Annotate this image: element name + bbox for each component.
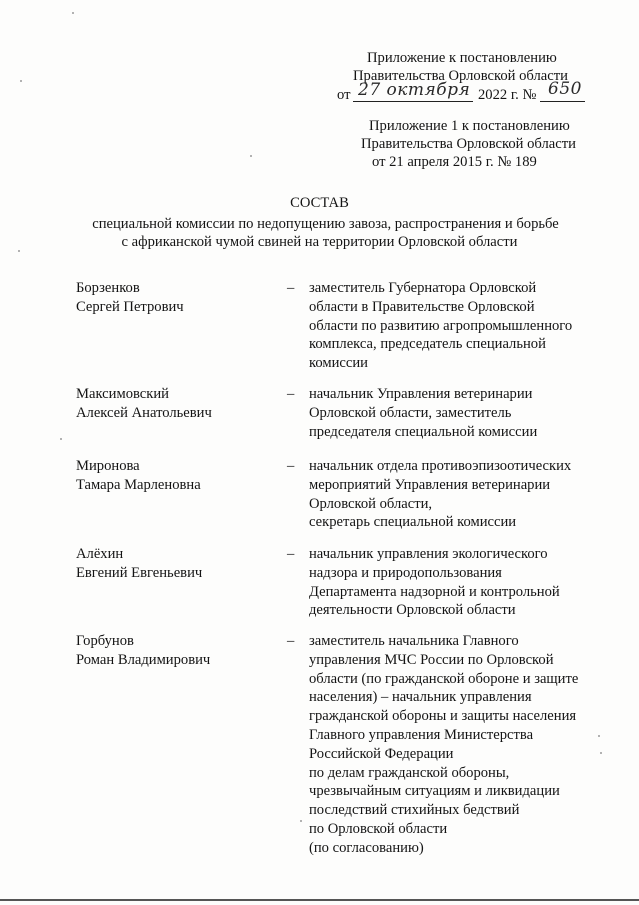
appendix-line-2: Правительства Орловской области <box>353 68 568 84</box>
date-year: 2022 г. № <box>478 87 537 103</box>
scan-speck <box>300 820 302 822</box>
member-given-name: Евгений Евгеньевич <box>76 564 203 581</box>
prior-appendix-line-2: Правительства Орловской области <box>361 136 576 152</box>
member-name <box>76 457 201 495</box>
member-position: заместитель начальника Главного управления МЧС России по Орловской области (по гражданской обороне и защите населения) – начальник управления гражданской обороны и защиты населения Главного управления Министерства Российской Федерации по делам гражданской обороны, чрезвычайным ситуациям и ликвидации последствий стихийных бедствий по Орловской области (по согласованию) <box>309 633 579 856</box>
member-position: заместитель Губернатора Орловской области в Правительстве Орловской области по развитию агропромышленного комплекса, председатель специальной комиссии <box>309 280 573 372</box>
scan-speck <box>72 12 74 14</box>
member-name <box>76 632 210 670</box>
member-name <box>76 279 184 317</box>
dash-separator: – <box>287 280 295 296</box>
dash-separator: – <box>287 458 295 474</box>
appendix-line-1: Приложение к постановлению <box>367 50 557 66</box>
member-name <box>76 385 212 423</box>
member-surname: Миронова <box>76 458 140 474</box>
document-subtitle-line-1: специальной комиссии по недопущению завоза, распространения и борьбе <box>92 216 559 232</box>
member-given-name: Тамара Марленовна <box>76 476 201 493</box>
member-name <box>76 545 202 583</box>
member-surname: Горбунов <box>76 633 134 649</box>
prior-appendix-line-3: от 21 апреля 2015 г. № 189 <box>372 154 537 170</box>
dash-separator: – <box>287 546 295 562</box>
dash-separator: – <box>287 386 295 402</box>
member-given-name: Роман Владимирович <box>76 651 211 668</box>
handwritten-number: 650 <box>548 79 582 99</box>
member-given-name: Алексей Анатольевич <box>76 404 212 421</box>
scan-speck <box>18 250 20 252</box>
member-surname: Алёхин <box>76 546 124 562</box>
document-subtitle-line-2: с африканской чумой свиней на территории Орловской области <box>121 234 518 250</box>
scan-speck <box>60 438 62 440</box>
date-prefix: от <box>337 87 351 103</box>
member-position: начальник управления экологического надзора и природопользования Департамента надзорной и контрольной деятельности Орловской области <box>309 546 560 619</box>
scan-edge-line <box>0 899 639 901</box>
document-heading: СОСТАВ <box>290 195 349 211</box>
number-underline <box>540 101 585 102</box>
member-position: начальник Управления ветеринарии Орловской области, заместитель председателя специальной комиссии <box>309 386 538 440</box>
scan-speck <box>600 752 602 754</box>
date-underline <box>353 101 473 102</box>
member-given-name: Сергей Петрович <box>76 298 184 315</box>
member-surname: Борзенков <box>76 280 140 296</box>
member-surname: Максимовский <box>76 386 169 402</box>
prior-appendix-line-1: Приложение 1 к постановлению <box>369 118 570 134</box>
scan-speck <box>20 80 22 82</box>
dash-separator: – <box>287 633 295 649</box>
scan-speck <box>598 735 600 737</box>
member-position: начальник отдела противоэпизоотических мероприятий Управления ветеринарии Орловской области, секретарь специальной комиссии <box>309 458 572 531</box>
scan-speck <box>250 155 252 157</box>
handwritten-date: 27 октября <box>358 80 471 100</box>
